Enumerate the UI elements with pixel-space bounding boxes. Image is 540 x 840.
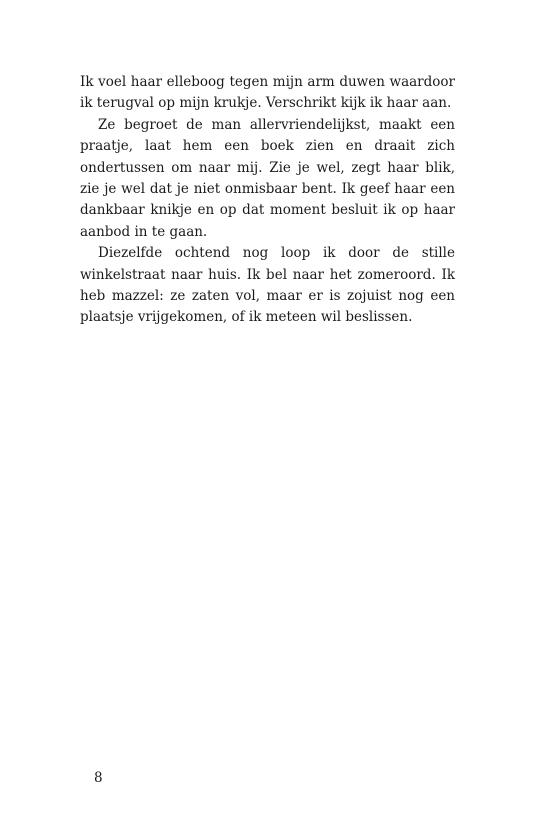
page-number: 8 — [94, 770, 103, 786]
paragraph-1: Ik voel haar elleboog tegen mijn arm duwen waardoor ik terugval op mijn krukje. Verschrikt kijk ik haar aan. — [80, 74, 455, 112]
body-text — [80, 72, 455, 329]
paragraph-3: Diezelfde ochtend nog loop ik door de stille winkelstraat naar huis. Ik bel naar het zomeroord. Ik heb mazzel: ze zaten vol, maar er is zojuist nog een plaatsje vrijgekomen, of ik meteen wil beslissen. — [80, 245, 455, 326]
paragraph-2: Ze begroet de man allervriendelijkst, maakt een praatje, laat hem een boek zien en draait zich ondertussen om naar mij. Zie je wel, zegt haar blik, zie je wel dat je niet onmisbaar bent. Ik geef haar een dankbaar knikje en op dat moment besluit ik op haar aanbod in te gaan. — [80, 116, 455, 240]
